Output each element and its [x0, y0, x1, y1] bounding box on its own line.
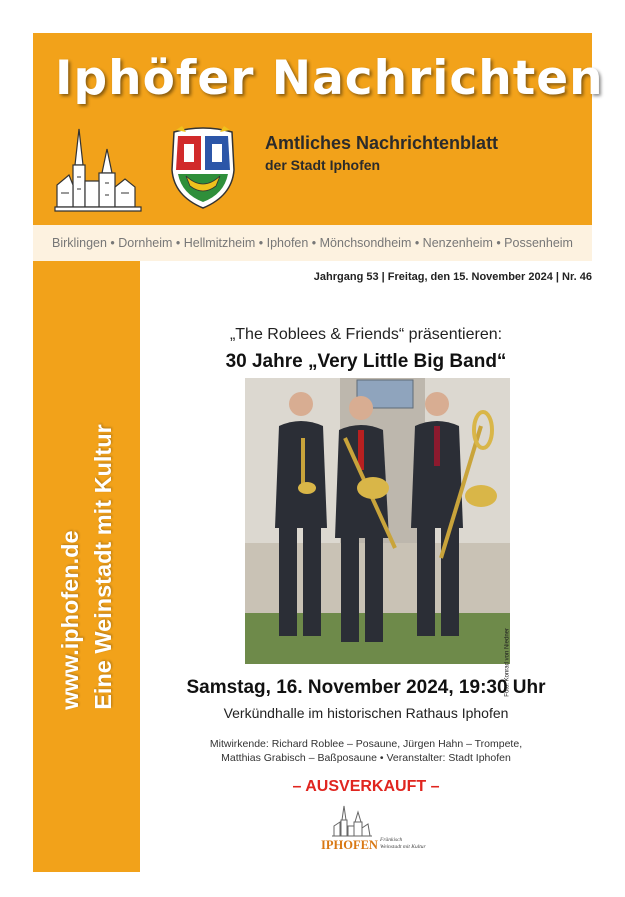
- coat-of-arms-icon: [164, 126, 242, 212]
- event-title: 30 Jahre „Very Little Big Band“: [225, 351, 507, 372]
- villages-bar: Birklingen • Dornheim • Hellmitzheim • Iphofen • Mönchsondheim • Nenzenheim • Possenheim: [33, 225, 592, 261]
- iphofen-logo-icon: [332, 806, 372, 838]
- issue-info: Jahrgang 53 | Freitag, den 15. November 2024 | Nr. 46: [313, 271, 592, 283]
- logo-tagline-line1: Fränkisch: [380, 837, 403, 843]
- subtitle-official-newsletter: Amtliches Nachrichtenblatt: [265, 133, 499, 153]
- subtitle-city: der Stadt Iphofen: [265, 157, 381, 173]
- photo-credit: Foto: Konrad von Niedner: [505, 628, 511, 697]
- sidebar-text: [54, 424, 120, 710]
- church-icon: [55, 129, 141, 213]
- sidebar-url[interactable]: www.iphofen.de: [56, 529, 83, 710]
- sidebar-slogan: Eine Weinstadt mit Kultur: [89, 423, 116, 710]
- iphofen-logo: [318, 806, 438, 854]
- event-presents: „The Roblees & Friends“ präsentieren:: [229, 326, 503, 343]
- event-venue: Verkündhalle im historischen Rathaus Iphofen: [223, 705, 509, 721]
- logo-tagline-line2: Weinstadt mit Kultur: [380, 844, 426, 850]
- masthead: [33, 33, 604, 225]
- band-photo-illustration: [245, 378, 510, 664]
- logo-tagline: [380, 837, 426, 851]
- event-credits-line2: Matthias Grabisch – Baßposaune • Veranstalter: Stadt Iphofen: [221, 752, 511, 764]
- sidebar-banner: [33, 261, 140, 872]
- masthead-title: Iphöfer Nachrichten: [55, 51, 604, 106]
- event-date: Samstag, 16. November 2024, 19:30 Uhr: [186, 677, 546, 698]
- logo-wordmark: IPHOFEN: [321, 838, 378, 852]
- soldout-badge: – AUSVERKAUFT –: [292, 778, 440, 795]
- event-credits-line1: Mitwirkende: Richard Roblee – Posaune, Jürgen Hahn – Trompete,: [209, 738, 523, 750]
